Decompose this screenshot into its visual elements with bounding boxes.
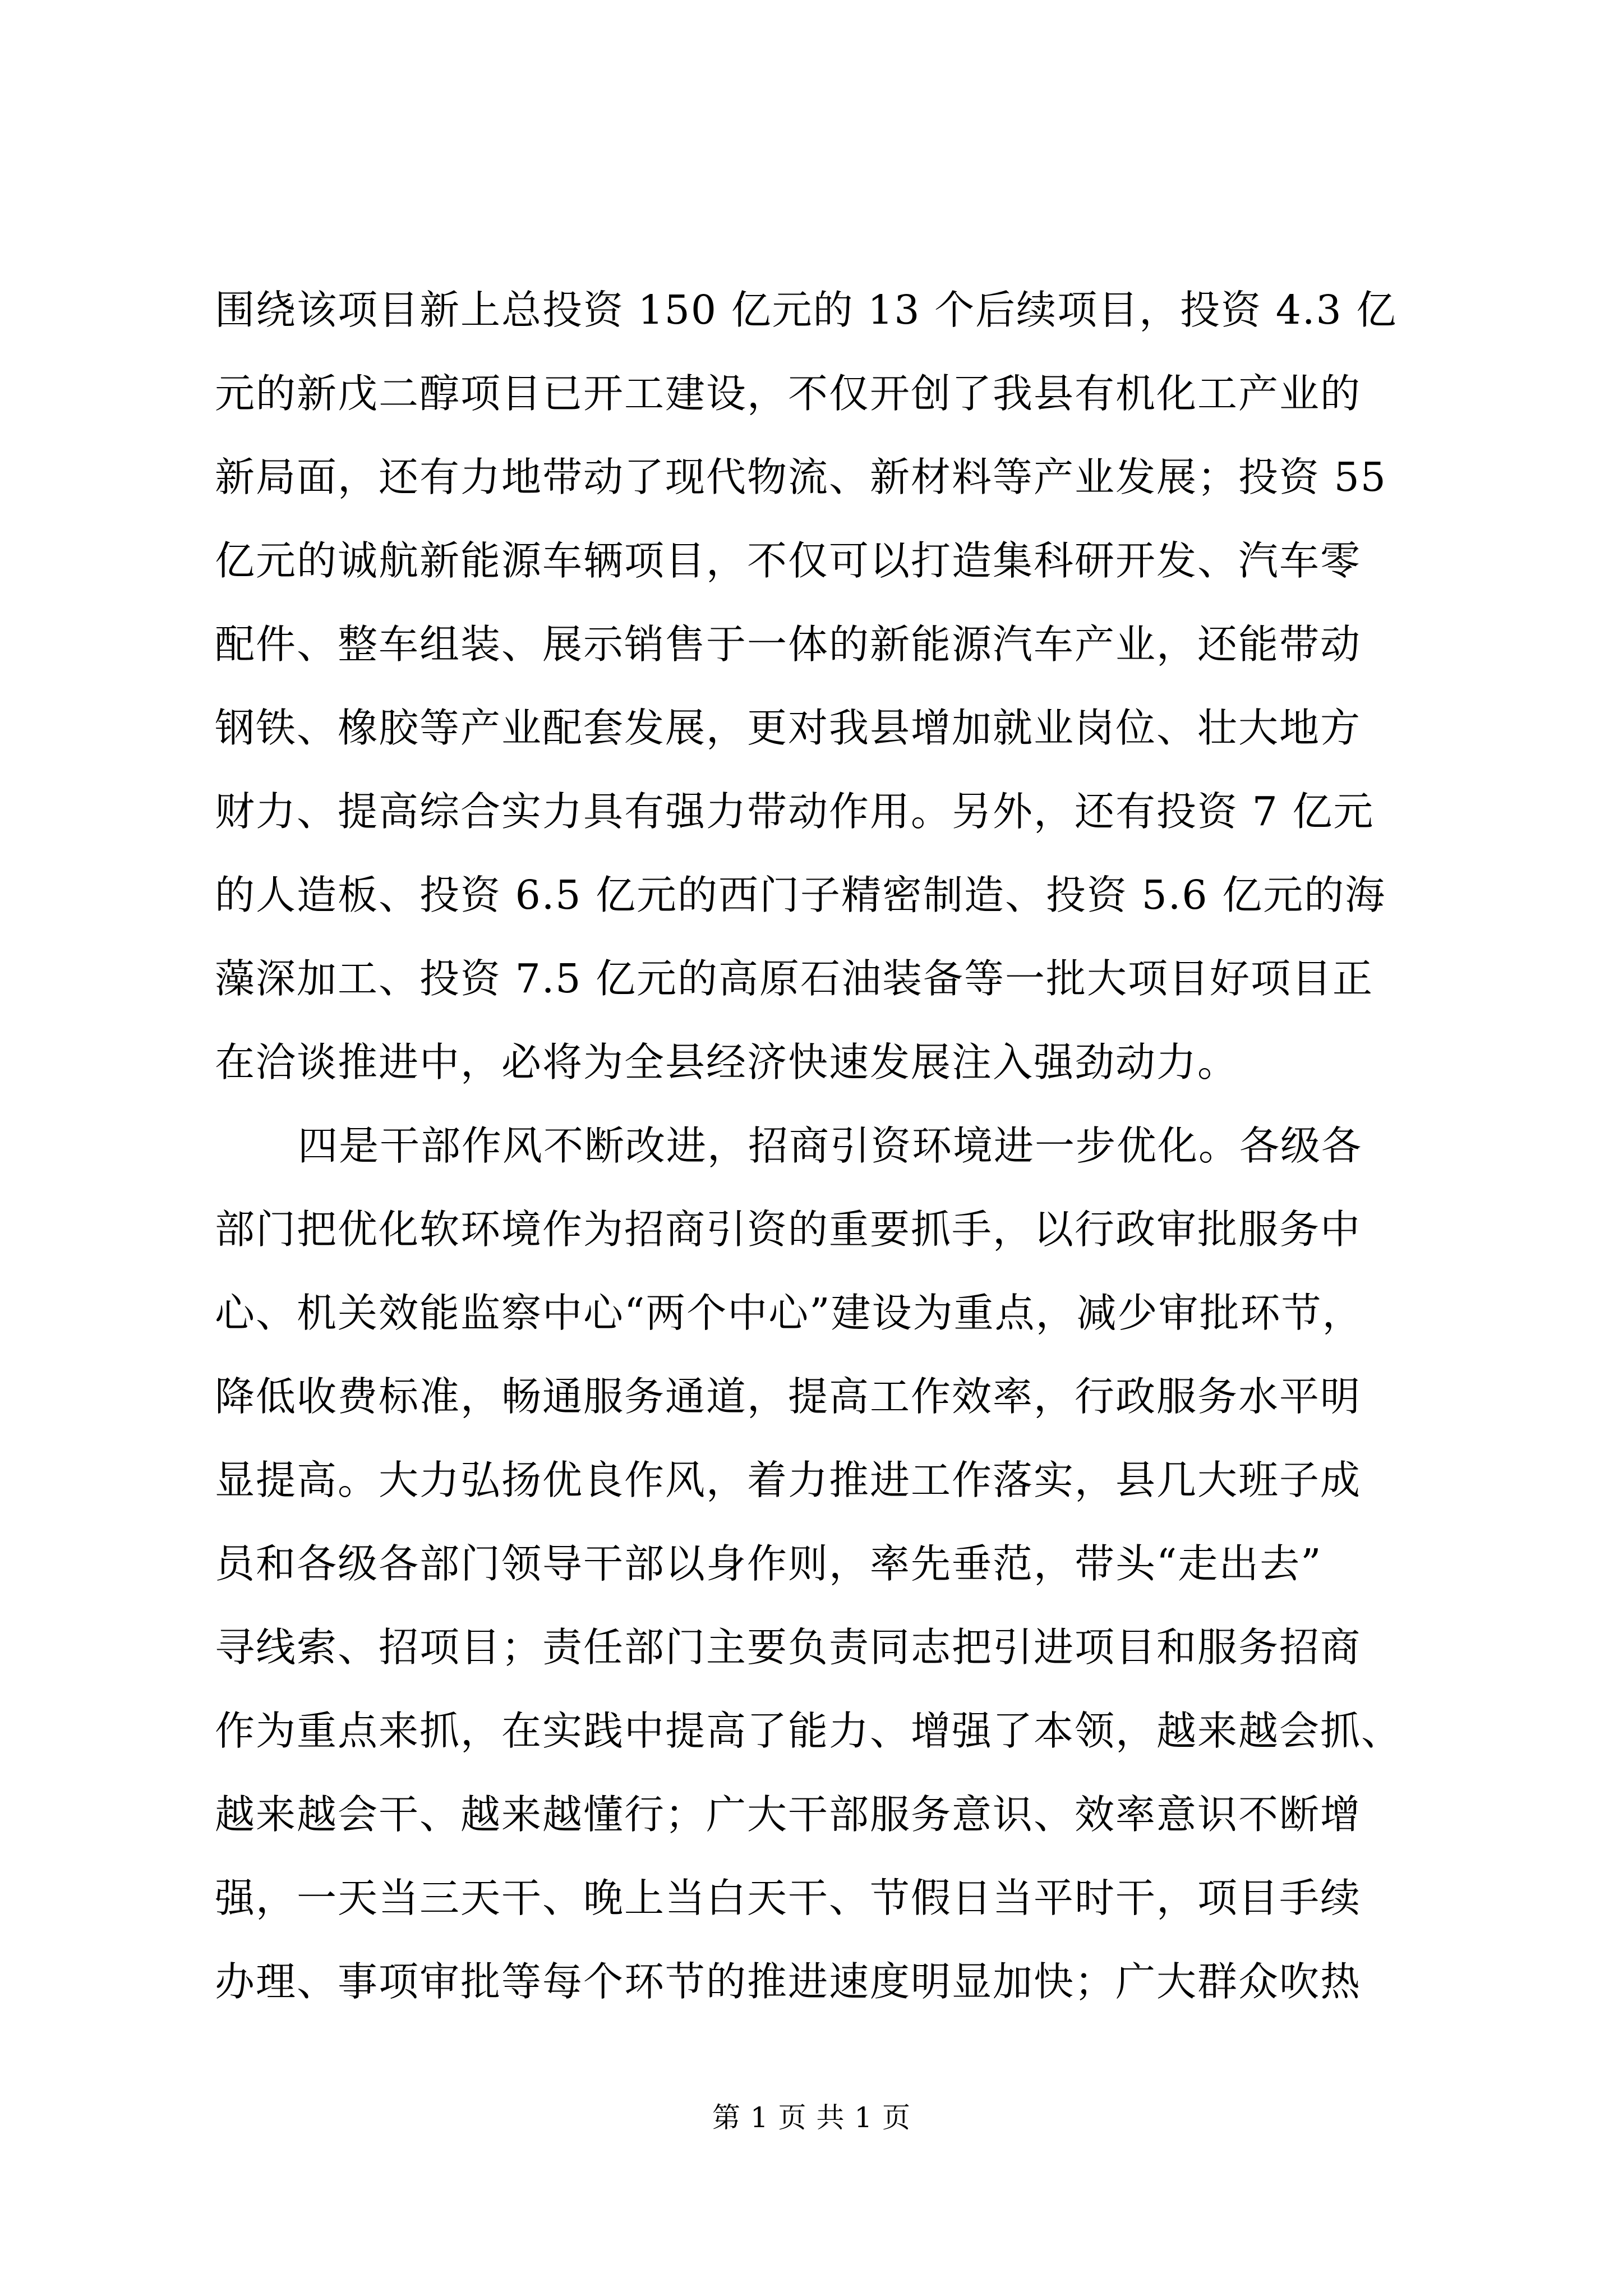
text-line: 财力、提高综合实力具有强力带动作用。另外，还有投资 7 亿元 (215, 788, 1375, 835)
text-line: 部门把优化软环境作为招商引资的重要抓手，以行政审批服务中 (215, 1206, 1362, 1253)
text-line: 配件、整车组装、展示销售于一体的新能源汽车产业，还能带动 (215, 621, 1362, 668)
page-number-footer: 第 1 页 共 1 页 (712, 2101, 911, 2134)
text-line: 的人造板、投资 6.5 亿元的西门子精密制造、投资 5.6 亿元的海 (215, 872, 1386, 918)
text-line: 藻深加工、投资 7.5 亿元的高原石油装备等一批大项目好项目正 (215, 955, 1374, 1002)
text-line: 强，一天当三天干、晚上当白天干、节假日当平时干，项目手续 (215, 1875, 1362, 1921)
text-line: 显提高。大力弘扬优良作风，着力推进工作落实，县几大班子成 (215, 1457, 1362, 1503)
text-line: 新局面，还有力地带动了现代物流、新材料等产业发展；投资 55 (215, 454, 1387, 500)
text-line: 降低收费标准，畅通服务通道，提高工作效率，行政服务水平明 (215, 1373, 1362, 1420)
text-line: 元的新戊二醇项目已开工建设，不仅开创了我县有机化工产业的 (215, 370, 1362, 417)
text-line: 亿元的诚航新能源车辆项目，不仅可以打造集科研开发、汽车零 (215, 537, 1362, 584)
paragraph-start-line: 四是干部作风不断改进，招商引资环境进一步优化。各级各 (298, 1122, 1363, 1169)
text-line: 办理、事项审批等每个环节的推进速度明显加快；广大群众吹热 (215, 1958, 1362, 2005)
document-body (215, 268, 1415, 2023)
text-line: 越来越会干、越来越懂行；广大干部服务意识、效率意识不断增 (215, 1791, 1362, 1838)
text-line: 围绕该项目新上总投资 150 亿元的 13 个后续项目，投资 4.3 亿 (215, 287, 1398, 333)
text-line: 作为重点来抓，在实践中提高了能力、增强了本领，越来越会抓、 (215, 1708, 1403, 1754)
text-line: 心、机关效能监察中心“两个中心”建设为重点，减少审批环节， (215, 1290, 1363, 1336)
text-line: 寻线索、招项目；责任部门主要负责同志把引进项目和服务招商 (215, 1624, 1362, 1671)
text-line: 在洽谈推进中，必将为全县经济快速发展注入强劲动力。 (215, 1039, 1239, 1085)
text-line: 钢铁、橡胶等产业配套发展，更对我县增加就业岗位、壮大地方 (215, 705, 1362, 751)
text-line: 员和各级各部门领导干部以身作则，率先垂范，带头“走出去” (215, 1540, 1322, 1587)
